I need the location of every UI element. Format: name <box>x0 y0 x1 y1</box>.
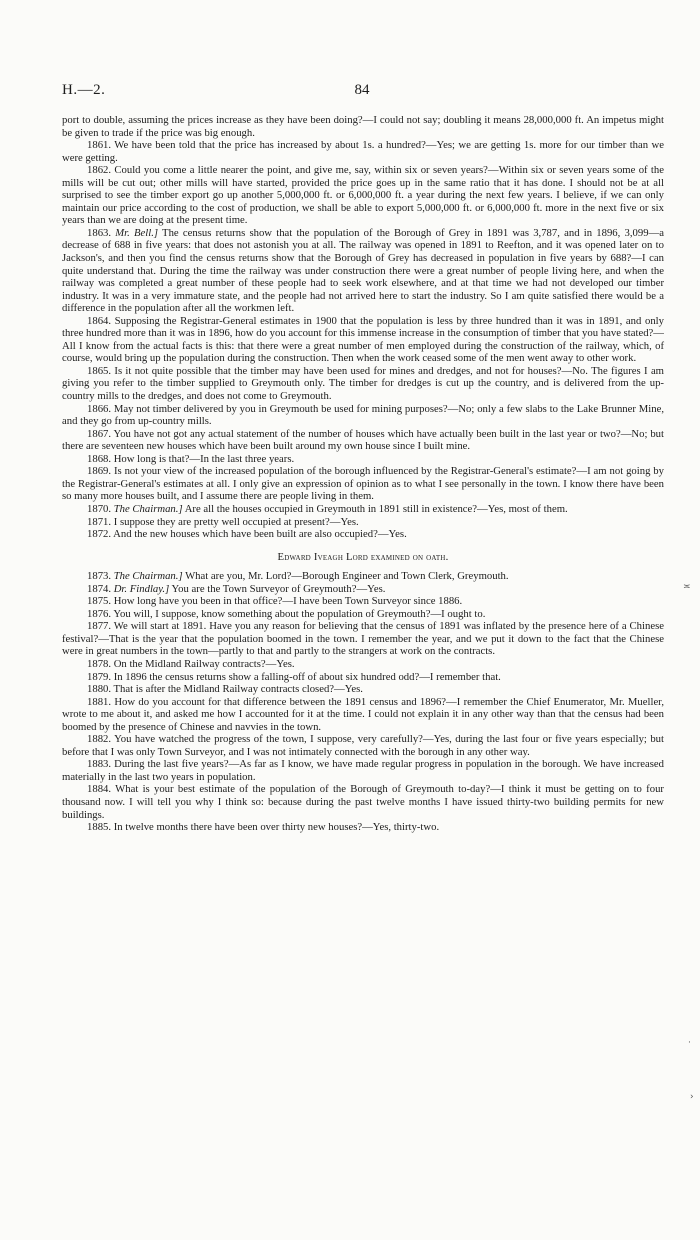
continued-paragraph: port to double, assuming the prices increase as they have been doing?—I could not say; doubling it means 28,000,000 ft. An impetus might be given to trade if the price was big enough. <box>62 114 664 139</box>
margin-tick-icon: › <box>690 1092 694 1102</box>
witness-heading: Edward Iveagh Lord examined on oath. <box>277 550 449 563</box>
question-paragraph: 1885. In twelve months there have been over thirty new houses?—Yes, thirty-two. <box>87 821 440 834</box>
question-number: 1873. <box>87 570 112 583</box>
paragraph-text: The census returns show that the population of the Borough of Grey in 1891 was 3,787, and in 1896, 3,099—a decrease of 688 in five years: that does not astonish you at all. The railway was opened in 1891 to Reefton, and it was opened later on to Jackson's, and then you find the census returns show that the Borough of Grey has decreased in population in five years by 688?—I can quite understand that. During the time the railway was under construction there were a great number of people living here, and when the railway was completed a great number of these people had to seek work elsewhere, and at that time we had not developed our timber industry. It was in a very immature state, and the people had not arrived here to start the industry. So I am quite satisfied there would be a difference in the population after all the workmen left. <box>62 226 664 315</box>
question-paragraph: 1864. Supposing the Registrar-General estimates in 1900 that the population is less by three hundred than it was in 1891, and only three hundred more than it was in 1896, how do you account for this immense increase in the consumption of timber that you have stated?—All I know from the actual facts is this: that there were a great number of men employed during the construction of the railway, which, of course, would bring up the population during the construction. Then when the work ceased some of the men went away to other work. <box>62 314 664 365</box>
question-paragraph: 1875. How long have you been in that office?—I have been Town Surveyor since 1886. <box>87 595 463 608</box>
question-number: 1874. <box>87 582 112 595</box>
question-paragraph: 1882. You have watched the progress of the town, I suppose, very carefully?—Yes, during the last four or five years especially; but before that I was only Town Surveyor, and I was not intimately connected with the borough in any other way. <box>62 733 664 758</box>
page-number: 84 <box>354 82 370 98</box>
paragraph-text: You are the Town Surveyor of Greymouth?—Yes. <box>169 582 386 595</box>
question-paragraph: 1861. We have been told that the price has increased by about 1s. a hundred?—Yes; we are getting 1s. more for our timber than we were getting. <box>62 139 664 164</box>
question-paragraph: 1871. I suppose they are pretty well occupied at present?—Yes. <box>87 515 359 528</box>
question-paragraph: 1868. How long is that?—In the last three years. <box>87 452 295 465</box>
question-paragraph: 1866. May not timber delivered by you in Greymouth be used for mining purposes?—No; only a few slabs to the Lake Brunner Mine, and they go from up-country mills. <box>62 402 664 428</box>
question-paragraph <box>62 503 664 516</box>
question-paragraph: 1879. In 1896 the census returns show a falling-off of about six hundred odd?—I remember that. <box>87 670 501 683</box>
speaker-name: Dr. Findlay.] <box>113 582 170 595</box>
question-paragraph: 1883. During the last five years?—As far as I know, we have made regular progress in population in the borough. We have increased materially in the last two years in population. <box>62 758 664 783</box>
question-paragraph: 1884. What is your best estimate of the population of the Borough of Greymouth to-day?—I think it must be getting on to four thousand now. I will tell you why I think so: because during the past twelve months I have issued thirty-two building permits for new buildings. <box>62 783 664 821</box>
question-paragraph <box>62 570 664 583</box>
section-reference: H.—2. <box>62 82 106 98</box>
question-paragraph: 1869. Is not your view of the increased population of the borough influenced by the Registrar-General's estimate?—I am not going by the Registrar-General's estimates at all. I only give an expression of opinion as to what I see personally in the town. I know there have been so many more houses built, and I assume there are people living in them. <box>62 465 664 503</box>
speaker-name: The Chairman.] <box>113 502 183 515</box>
document-body <box>62 114 664 834</box>
question-paragraph: 1880. That is after the Midland Railway contracts closed?—Yes. <box>87 683 363 696</box>
paragraph-text: What are you, Mr. Lord?—Borough Engineer and Town Clerk, Greymouth. <box>182 570 509 583</box>
speaker-name: Mr. Bell.] <box>115 226 159 239</box>
question-paragraph: 1872. And the new houses which have been built are also occupied?—Yes. <box>87 528 407 541</box>
question-number: 1870. <box>87 502 112 515</box>
question-paragraph <box>62 227 664 315</box>
question-paragraph <box>62 583 664 596</box>
question-paragraph: 1876. You will, I suppose, know something about the population of Greymouth?—I ought to. <box>87 607 486 620</box>
question-paragraph: 1862. Could you come a little nearer the point, and give me, say, within six or seven years?—Within six or seven years some of the mills will be cut out; other mills will have started, provided the price goes up in the same ratio that it has done. I should not be at all surprised to see the timber export go up another 5,000,000 ft. or 6,000,000 ft. a year during the next few years. I believe, if we can only maintain our price according to the cost of production, we shall be able to export 5,000,000 ft. or 6,000,000 ft. more in the next five or six years than we are doing at the present time. <box>62 164 664 227</box>
question-paragraph: 1877. We will start at 1891. Have you any reason for believing that the census of 1891 was inflated by the presence here of a Chinese festival?—That is the year that the population boomed in the town. I remember the year, and we put it down to the fact that the Chinese were in great numbers in the town—partly to that and partly to the strangers at work on the contracts. <box>62 620 664 658</box>
question-paragraph: 1878. On the Midland Railway contracts?—Yes. <box>87 657 295 670</box>
paragraph-text: Are all the houses occupied in Greymouth in 1891 still in existence?—Yes, most of them. <box>182 502 568 515</box>
question-paragraph: 1865. Is it not quite possible that the timber may have been used for mines and dredges, and not for houses?—No. The figures I am giving you refer to the timber supplied to Greymouth only. The timber for dredges is cut up the country, and is delivered from the up-country mills to the dredges, and does not come to Greymouth. <box>62 364 664 403</box>
question-paragraph: 1881. How do you account for that difference between the 1891 census and 1896?—I remember the Chief Enumerator, Mr. Mueller, wrote to me about it, and asked me how I accounted for it at the time. I could not explain it in any other way than that the census had been boomed by the presence of Chinese and navvies in the town. <box>62 695 664 733</box>
page-header <box>62 82 662 102</box>
speaker-name: The Chairman.] <box>113 570 183 583</box>
question-paragraph: 1867. You have not got any actual statement of the number of houses which have actually been built in the last year or two?—No; but there are seventeen new houses which have been built around my own house since I built mine. <box>62 427 664 453</box>
question-number: 1863. <box>87 226 112 239</box>
margin-mark-icon: ≍ <box>683 582 691 592</box>
margin-dot-icon: · <box>688 1038 691 1048</box>
